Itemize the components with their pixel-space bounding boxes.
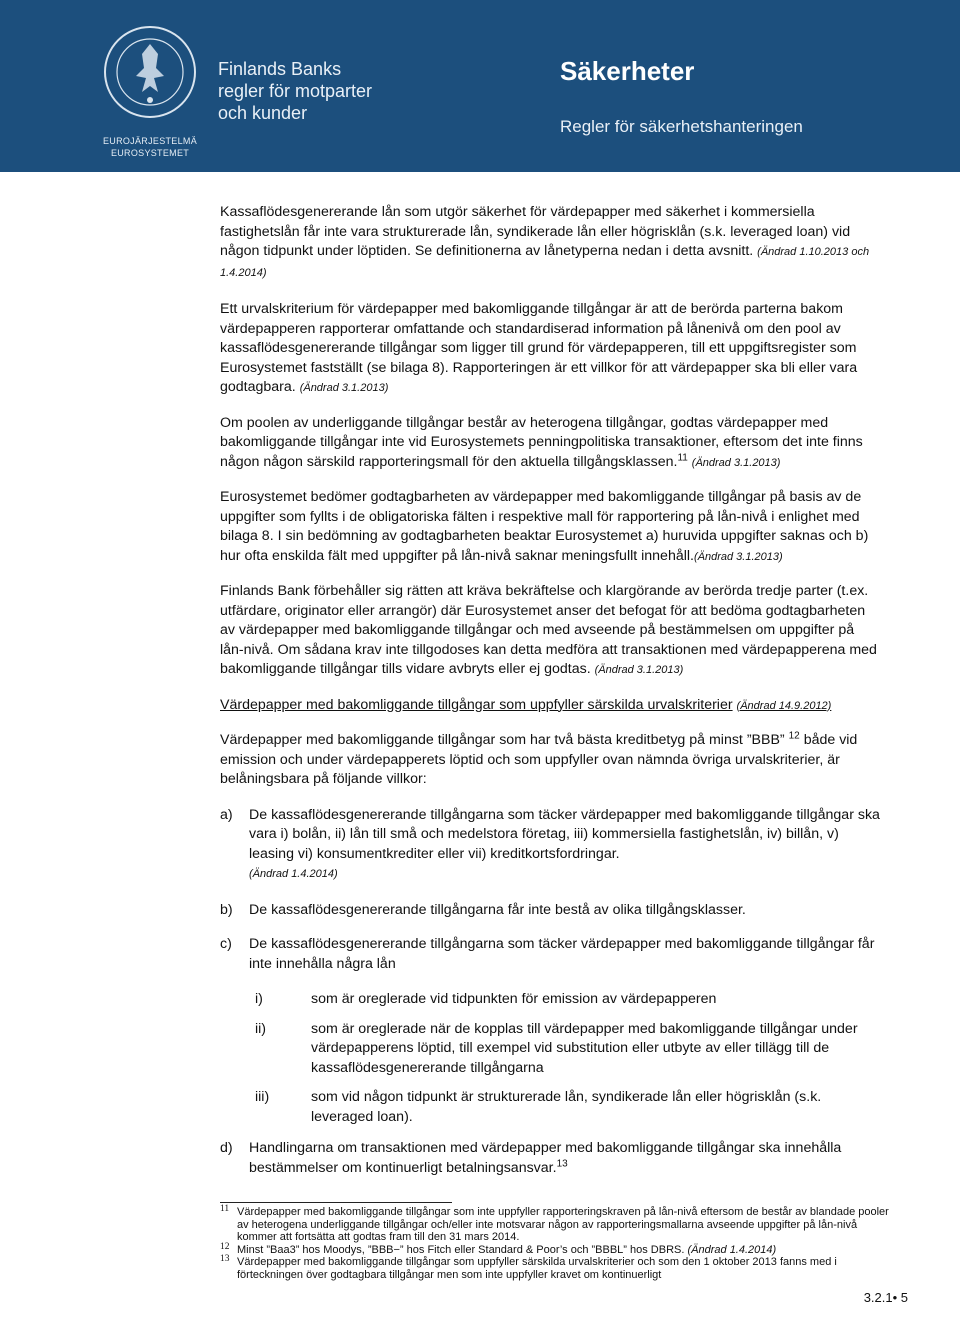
footnote-divider xyxy=(220,1202,452,1203)
footnote-ref: 11 xyxy=(677,451,688,463)
amendment-note: (Ändrad 3.1.2013) xyxy=(691,456,781,469)
list-item xyxy=(220,806,880,885)
logo-text-eurojarjestelma: EUROJÄRJESTELMÄ xyxy=(102,136,198,146)
org-line-2: regler för motparter xyxy=(218,81,373,101)
sub-list-item-label: ii) xyxy=(255,1020,267,1037)
finlands-bank-logo xyxy=(100,16,200,166)
paragraph xyxy=(220,300,880,399)
paragraph xyxy=(220,414,880,474)
sub-list-item-text: som vid någon tidpunkt är strukturerade lån, syndikerade lån eller högrisklån (s.k. leveraged loan). xyxy=(311,1089,822,1125)
sub-list-item-label: i) xyxy=(255,991,263,1007)
amendment-note: (Ändrad 14.9.2012) xyxy=(736,699,832,712)
page-number: 3.2.1• 5 xyxy=(863,1290,908,1305)
sub-list-item-label: iii) xyxy=(255,1089,270,1105)
footnote-text: Minst ”Baa3” hos Moodys, ”BBB−” hos Fitch eller Standard & Poor’s och ”BBBL” hos DBRS. xyxy=(237,1243,685,1256)
section-heading-text: Värdepapper med bakomliggande tillgångar som uppfyller särskilda urvalskriterier xyxy=(220,696,733,713)
paragraph-text: Kassaflödesgenererande lån som utgör säkerhet för värdepapper med säkerhet i kommersiella fastighetslån får inte vara strukturerade lån, syndikerade lån eller högrisklån (s.k. leveraged loan) vid någon tidpunkt under löptiden. Se definitionerna av lånetyperna nedan i detta avsnitt. xyxy=(220,204,851,259)
amendment-note: (Ändrad 1.4.2014) xyxy=(249,868,338,880)
footnote-number: 12 xyxy=(220,1241,230,1252)
paragraph-text: Eurosystemet bedömer godtagbarheten av värdepapper med bakomliggande tillgångar på basis av de uppgifter som fyllts i de obligatoriska fälten i respektive mall för rapportering på lån-nivå i enlighet med bilaga 8. I sin bedömning av godtagbarheten beaktar Eurosystemet a) huruvida uppgifter saknas och b) hur ofta enskilda fält med uppgifter på lån-nivå saknar meningsfullt innehåll. xyxy=(220,489,869,564)
paragraph-text: både vid emission och under värdepapperets löptid och som uppfyller ovan nämnda övriga urvalskriterier, är belåningsbara på följande villkor: xyxy=(220,732,858,787)
amendment-note: (Ändrad 1.4.2014) xyxy=(687,1243,777,1256)
list-item-label: d) xyxy=(220,1140,233,1156)
paragraph xyxy=(220,203,880,283)
amendment-note: (Ändrad 1.10.2013 och 1.4.2014) xyxy=(220,246,870,279)
footnote xyxy=(220,1206,890,1244)
header-organization xyxy=(218,58,372,124)
paragraph-text: Finlands Bank förbehåller sig rätten att kräva bekräftelse och klargörande av berörda tredje parter (t.ex. utfärdare, originator eller arrangör) där Eurosystemet anser det befogat för att bedöma godtagbarheten av värdepapper med bakomliggande tillgångar och med avseende på bestämmelsen om uppgifter på lån-nivå. Om sådana krav inte tillgodoses kan detta medföra att transaktionen med värdepapperena med bakomliggande tillgångar tills vidare avbryts eller ej godtas. xyxy=(220,583,877,677)
footnote xyxy=(220,1256,890,1281)
list-item-label: a) xyxy=(220,806,233,823)
bank-seal-icon xyxy=(102,16,198,128)
footnote-text: Värdepapper med bakomliggande tillgångar som inte uppfyller rapporteringskraven på lån-nivå eftersom de består av blandade pooler av heterogena underliggande tillgångar och/eller inte motsvarar någon av rapporteringsmallarna avseende uppgifter på lån-nivå kommer att fortsätta att godtas fram till den 31 mars 2014. xyxy=(237,1206,889,1243)
footnotes xyxy=(220,1206,890,1281)
footnote-ref: 13 xyxy=(556,1157,568,1169)
footnote-number: 13 xyxy=(220,1254,230,1264)
footnote xyxy=(220,1241,890,1257)
amendment-note: (Ändrad 3.1.2013) xyxy=(693,550,783,563)
paragraph-text: Värdepapper med bakomliggande tillgångar som har två bästa kreditbetyg på minst ”BBB” xyxy=(220,732,785,748)
sub-list-item-text: som är oreglerade vid tidpunkten för emission av värdepapperen xyxy=(311,991,717,1007)
org-line-1: Finlands Banks xyxy=(218,59,342,79)
list-item-text: Handlingarna om transaktionen med värdepapper med bakomliggande tillgångar ska innehålla bestämmelser om kontinuerligt betalningsansvar. xyxy=(249,1140,842,1176)
footnote-ref: 12 xyxy=(788,730,800,742)
paragraph xyxy=(220,731,880,790)
paragraph-text: Ett urvalskriterium för värdepapper med bakomliggande tillgångar är att de berörda parterna bakom värdepapperen rapporterar omfattande och standardiserad information på lånenivå om den pool av kassaflödesgenererande tillgångar som ligger till grund för värdepapperen, till ett uppgiftsregister som Eurosystemet fastställt (se bilaga 8). Rapporteringen är ett villkor för att värdepapper ska bli eller vara godtagbara. xyxy=(220,301,858,395)
amendment-note: (Ändrad 3.1.2013) xyxy=(594,664,684,676)
paragraph xyxy=(220,582,880,681)
sub-list-item xyxy=(220,1088,880,1127)
logo-text-eurosystemet: EUROSYSTEMET xyxy=(110,148,190,158)
section-heading xyxy=(220,696,880,717)
org-line-3: och kunder xyxy=(218,103,308,123)
list-item-label: c) xyxy=(220,936,232,952)
list-item-text: De kassaflödesgenererande tillgångarna som täcker värdepapper med bakomliggande tillgångar får inte innehålla några lån xyxy=(249,936,875,972)
list-item xyxy=(220,1139,880,1178)
list-item-label: b) xyxy=(220,901,233,918)
sub-list-item-text: som är oreglerade när de kopplas till värdepapper med bakomliggande tillgångar under värdepapperens löptid, till exempel vid substitution eller utbyte av eller tillägg till de kassaflödesgenererande tillgångarna xyxy=(311,1020,858,1076)
footnote-text: Värdepapper med bakomliggande tillgångar som uppfyller särskilda urvalskriterier och som den 1 oktober 2013 fanns med i förteckningen över godtagbara tillgångar men som inte uppfyller kravet om kontinuerligt xyxy=(237,1256,837,1281)
footnote-number: 11 xyxy=(220,1204,230,1214)
list-item xyxy=(220,935,880,974)
page-title: Säkerheter xyxy=(560,56,695,86)
list-item-text: De kassaflödesgenererande tillgångarna som täcker värdepapper med bakomliggande tillgångar ska vara i) bolån, ii) lån till små och medelstora företag, iii) kommersiella fastighetslån, iv) billån, v) leasing vi) konsumentkrediter eller vii) kreditkortsfordringar. xyxy=(249,806,880,862)
paragraph xyxy=(220,488,880,567)
list-item xyxy=(220,901,880,921)
page-subtitle: Regler för säkerhetshanteringen xyxy=(560,117,803,136)
paragraph-text: Om poolen av underliggande tillgångar består av heterogena tillgångar, godtas värdepapper med bakomliggande tillgångar inte vid Eurosystemets penningpolitiska transaktioner, eftersom det inte finns någon någon särskild rapporteringsmall för den aktuella tillgångsklassen. xyxy=(220,414,863,470)
amendment-note: (Ändrad 3.1.2013) xyxy=(299,382,389,394)
document-body xyxy=(220,203,880,1178)
sub-list-item xyxy=(220,990,880,1010)
page-header xyxy=(0,0,960,172)
sub-list-item xyxy=(220,1020,880,1079)
list-item-text: De kassaflödesgenererande tillgångarna får inte bestå av olika tillgångsklasser. xyxy=(249,901,746,918)
